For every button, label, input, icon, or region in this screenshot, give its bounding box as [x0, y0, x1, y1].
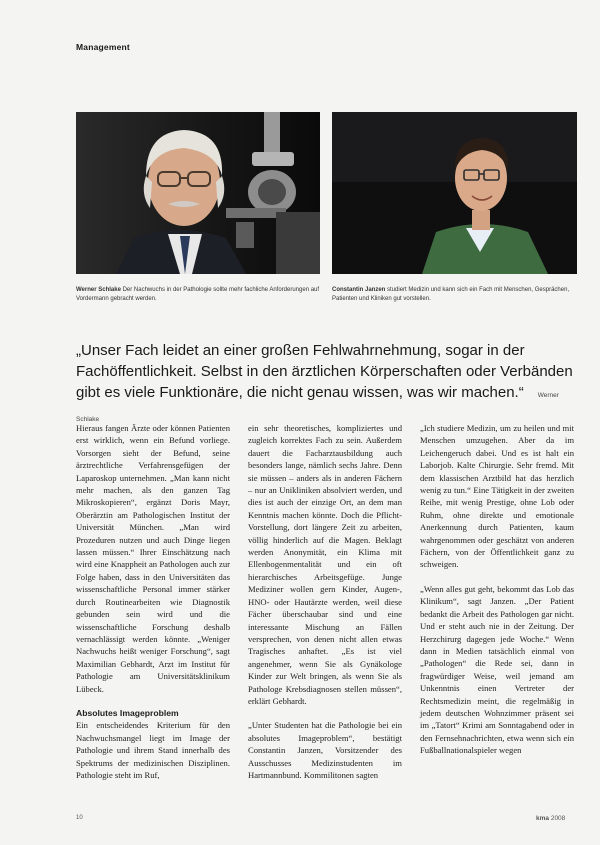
- caption-left-name: Werner Schlake: [76, 287, 121, 293]
- caption-right: [332, 286, 578, 304]
- caption-left: [76, 286, 322, 304]
- footer-magazine: [536, 815, 565, 822]
- magazine-year: 2008: [550, 815, 566, 822]
- article-column-3: [420, 422, 574, 769]
- magazine-name: kma: [536, 815, 550, 822]
- pull-quote-text: „Unser Fach leidet an einer großen Fehlwahrnehmung, sogar in der Fachöffentlichkeit. Selbst in den ärztlichen Körperschaften oder Verbänden gibt es viele Funktionäre, die nicht genau wissen, was wir machen.“: [76, 342, 573, 401]
- photo-werner-schlake: [76, 112, 320, 274]
- section-label: Management: [76, 42, 130, 52]
- caption-right-text: studiert Medizin und kann sich ein Fach mit Menschen, Gesprächen, Patienten und Kliniken gut vorstellen.: [332, 287, 570, 302]
- article-column-2: [248, 422, 402, 793]
- column-3-paragraph-2: „Wenn alles gut geht, bekommt das Lob das Klinikum“, sagt Janzen. „Der Patient bedankt die Arbeit des Pathologen gar nicht. Und er steht auch nie in der Zeitung. Der Herzchirurg dagegen jede Woche.“ Wenn dann in Medien tatsächlich einmal von „Pathologen“ die Rede sei, dann in fragwürdiger Weise, weil jemand am Unkenntnis einen Vertreter der Rechtsmedizin meint, die regelmäßig in jedem deutschen Wohnzimmer präsent sei im „Tatort“ Krimi am Sonntagabend oder in den Fernsehnachrichten, etwa wenn sich ein Fußballnationalspieler wegen: [420, 583, 574, 756]
- pull-quote-source: Werner Schlake: [76, 392, 559, 423]
- column-1-paragraph-2: Ein entscheidendes Kriterium für den Nachwuchsmangel liegt im Image der Pathologie und ihrem Stand innerhalb des Spektrums der medizinischen Disziplinen. Pathologie steht im Ruf,: [76, 720, 230, 780]
- subheading-imageproblem: Absolutes Imageproblem: [76, 707, 179, 718]
- column-2-paragraph-1: ein sehr theoretisches, kompliziertes und zugleich korrektes Fach zu sein. Außerdem dauert die Facharztausbildung auch besonders lange, nämlich sechs Jahre. Denn sie müssen – anders als in anderen Fächern – nur an Unikliniken absolviert werden, und dies ist auch der einzige Ort, an dem man Kenntnis machen könnte. Doch die Pflicht-Vorstellung, dort längere Zeit zu arbeiten, völlig hinderlich auf die Magen. Beklagt werden Anonymität, ein Klima mit Ellenbogenmentalität und ein oft hierarchisches Arbeitsgefüge. Junge Mediziner wollen gern Kinder, Augen-, HNO- oder Hautärzte werden, weil diese Fächer überschaubar sind und eine interessante Mischung an Fällen versprechen, von denen nicht allen etwas Tragisches anhaftet. „Es ist viel angenehmer, wenn Sie als Gynäkologe Kinder zur Welt bringen, als wenn Sie als Pathologe Krebsdiagnosen stellen müssen“, erklärt Gebhardt.: [248, 423, 402, 706]
- photo-constantin-janzen: [332, 112, 577, 274]
- pull-quote: [76, 340, 576, 430]
- caption-right-name: Constantin Janzen: [332, 287, 386, 293]
- column-1-paragraph-1: Hieraus fangen Ärzte oder können Patienten erst wirklich, wenn ein Befund vorliege. Vorsorgen sieht der Befund, seine ärztrechtliche Verfahrensgefügen der Laparoskop unternehmen. „Man kann nicht mehr machen, als den ganzen Tag Mikroskopieren“, ergänzt Doris Mayr, Oberärztin am Pathologischen Institut der Universität München. „Man wird Prozeduren nutzen und auch Dinge liegen lassen müssen.“ Ihrer Einschätzung nach wird eine Knappheit an Pathologen auch zur Folge haben, dass in den Universitäten das wissenschaftliche Personal immer stärker durch Routinearbeiten wie Diagnostik gebunden sein wird und die wissenschaftliche Forschung deshalb vernachlässigt werden könnte. „Weniger Nachwuchs heißt weniger Forschung“, sagt Maximilian Gebhardt, Arzt im Institut für Pathologie am Universitätsklinikum Lübeck.: [76, 423, 230, 694]
- column-3-paragraph-1: „Ich studiere Medizin, um zu heilen und mit Menschen umzugehen. Aber da im Leichengeruch dabei. Und es ist halt ein Laborjob. Kalte Chirurgie. Sehr fremd. Mit dem klassischen Arztbild hat das herzlich wenig zu tun.“ Eine Tätigkeit in der zweiten Reihe, mit wenig Prestige, ohne Lob oder Ruhm, ohne direkte und emotionale Anerkennung durch Patienten, kaum wahrgenommen oder geschätzt von anderen Fächern, von der Öffentlichkeit ganz zu schweigen.: [420, 423, 574, 570]
- article-column-1: [76, 422, 230, 793]
- portrait-image-left: [76, 112, 320, 274]
- page-number: 10: [76, 815, 83, 821]
- column-2-paragraph-2: „Unter Studenten hat die Pathologie bei ein absolutes Imageproblem“, bestätigt Constantin Janzen, Vorsitzender des Ausschusses Medizinstudenten im Hartmannbund. Kommilitonen sagten: [248, 720, 402, 780]
- portrait-image-right: [332, 112, 577, 274]
- caption-left-text: Der Nachwuchs in der Pathologie sollte mehr fachliche Anforderungen auf Vordermann gebracht werden.: [76, 287, 320, 302]
